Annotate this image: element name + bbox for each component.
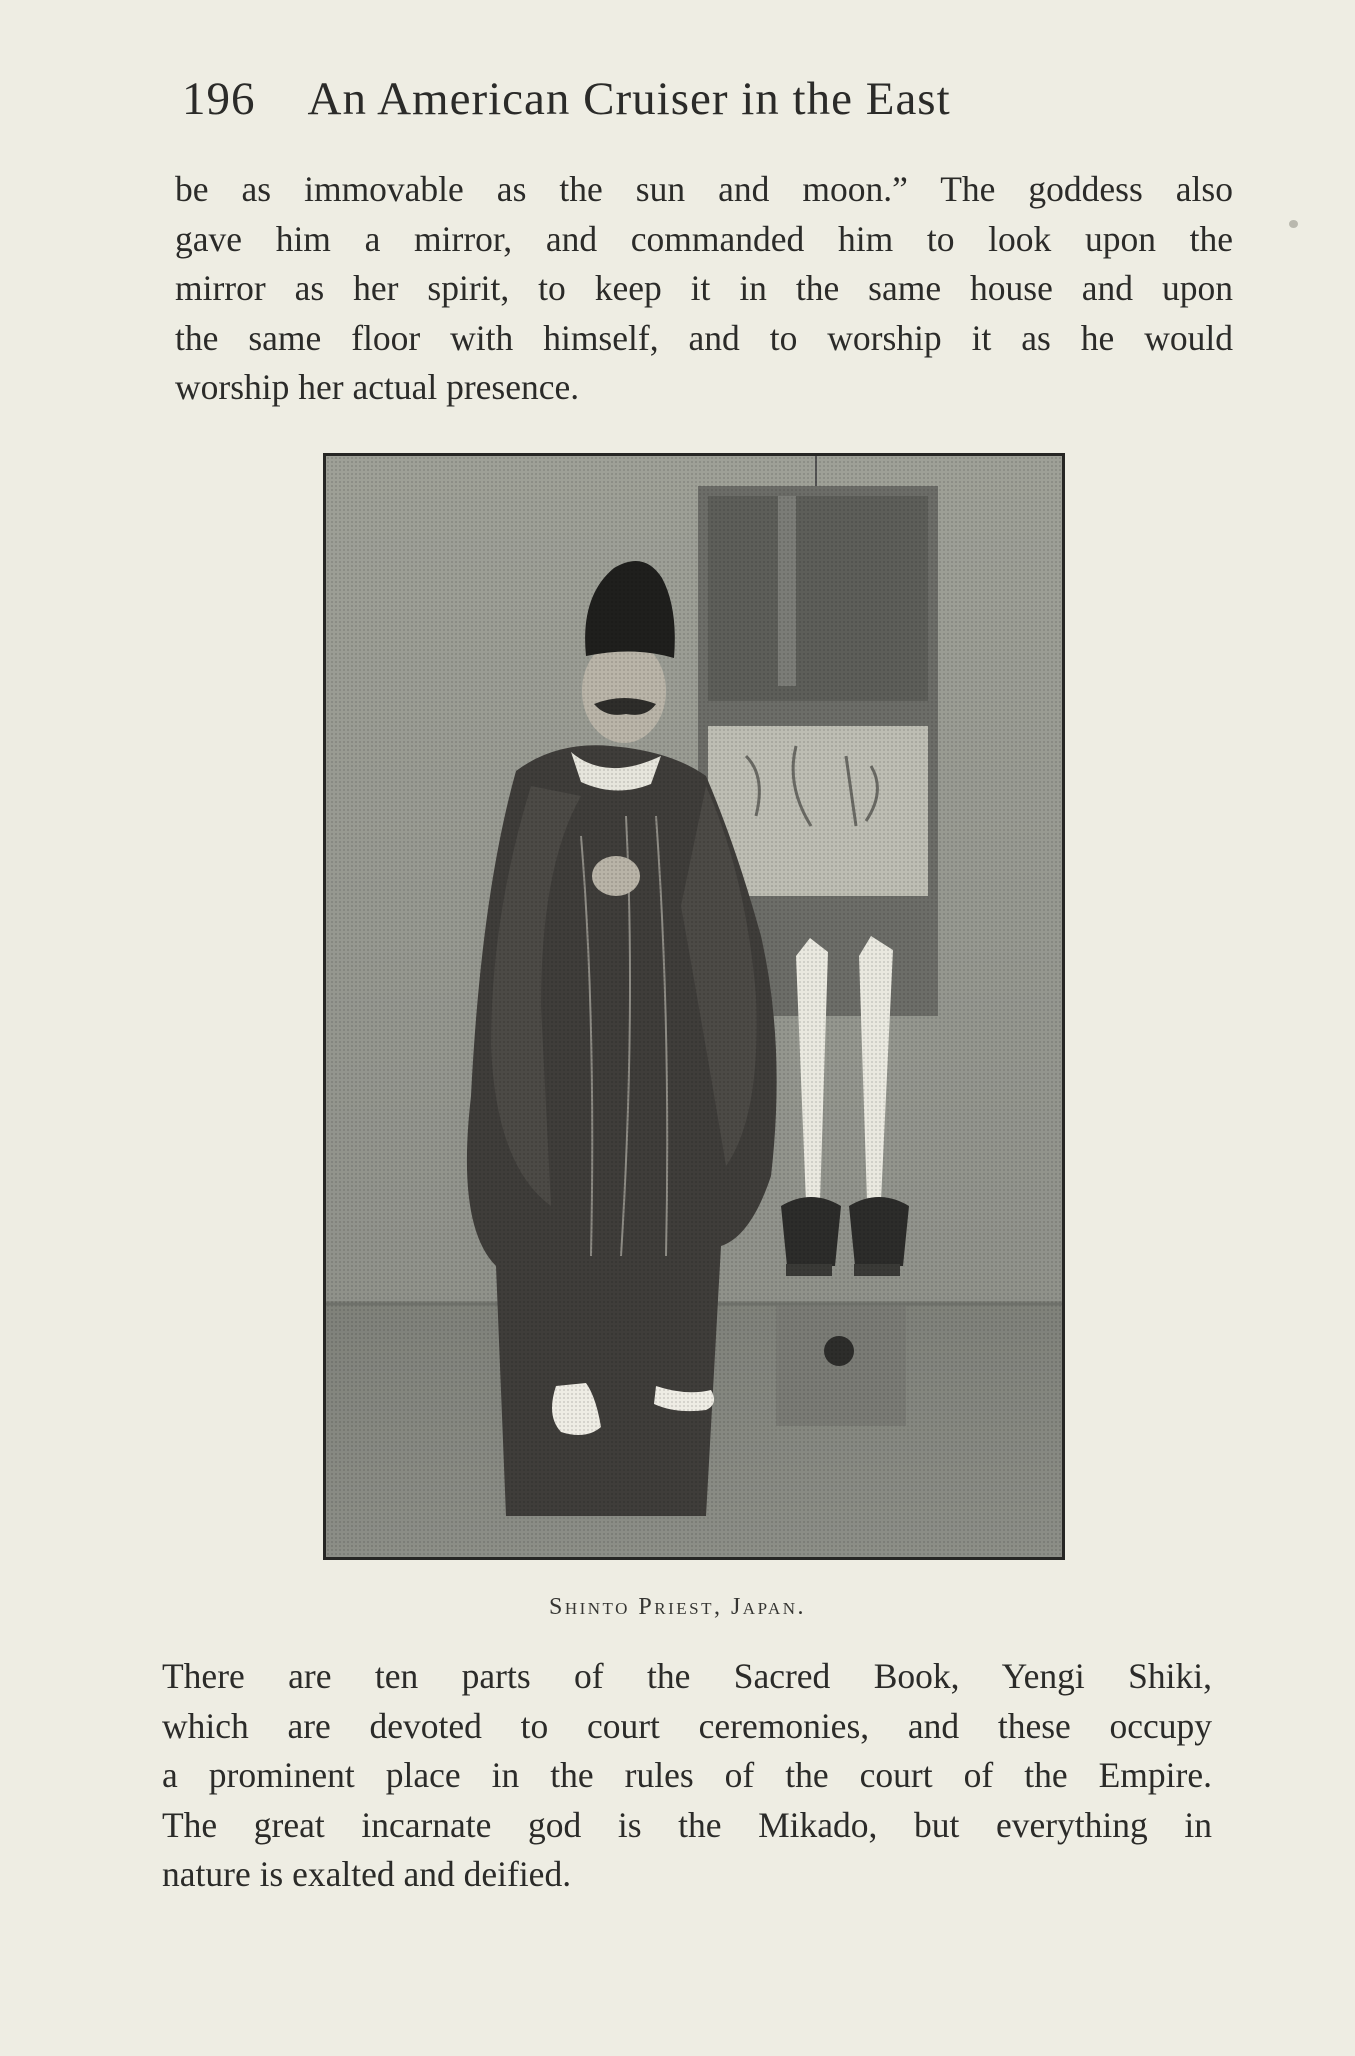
page-number: 196 (182, 73, 256, 125)
plate-caption: Shinto Priest, Japan. (548, 1594, 807, 1620)
paragraph-line: be as immovable as the sun and moon.” The goddess also (175, 169, 1233, 209)
paragraph-line: nature is exalted and deified. (162, 1854, 572, 1894)
paragraph-bottom (162, 1652, 1212, 1900)
running-title: An American Cruiser in the East (307, 73, 951, 125)
running-head (182, 72, 1182, 128)
paragraph-line: worship her actual presence. (175, 367, 580, 407)
paragraph-top (175, 165, 1233, 413)
paragraph-line: mirror as her spirit, to keep it in the same house and upon (175, 268, 1233, 308)
paragraph-line: There are ten parts of the Sacred Book, Yengi Shiki, (162, 1656, 1212, 1696)
photo-illustration (326, 456, 1062, 1557)
paragraph-line: gave him a mirror, and commanded him to look upon the (175, 218, 1233, 259)
paragraph-line: a prominent place in the rules of the court of the Empire. (162, 1755, 1212, 1795)
paragraph-line: The great incarnate god is the Mikado, but everything in (162, 1804, 1212, 1845)
photo-plate-shinto-priest (323, 453, 1065, 1560)
paragraph-line: the same floor with himself, and to worship it as he would (175, 317, 1233, 358)
margin-speck (1289, 220, 1298, 228)
paragraph-line: which are devoted to court ceremonies, and these occupy (162, 1705, 1212, 1746)
